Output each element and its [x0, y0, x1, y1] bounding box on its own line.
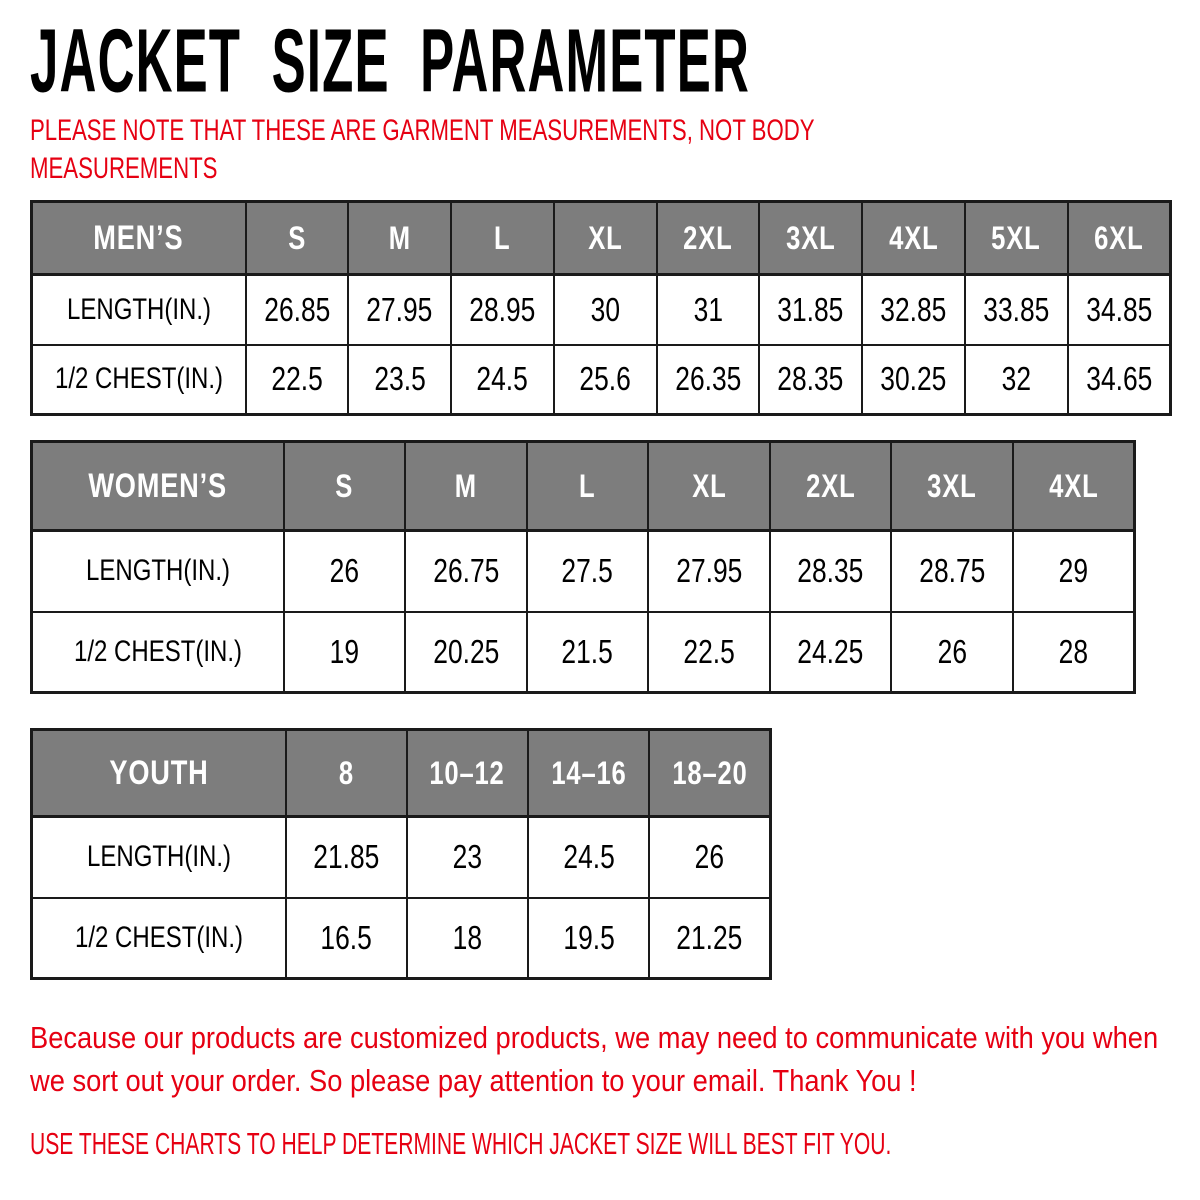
- table-title-text: YOUTH: [109, 753, 209, 792]
- table-header-row: [32, 730, 771, 817]
- size-value-cell: [649, 898, 770, 979]
- size-value-cell: [527, 612, 649, 693]
- measurement-row: [32, 531, 1135, 612]
- size-column-header: [246, 202, 349, 275]
- size-column-header-text: XL: [588, 219, 623, 256]
- size-column-header: [527, 442, 649, 531]
- size-value-cell: [657, 345, 760, 415]
- size-value-text: 34.65: [1085, 360, 1152, 398]
- row-label-cell: [32, 817, 286, 898]
- size-column-header: [657, 202, 760, 275]
- row-label-text: LENGTH(IN.): [86, 840, 231, 874]
- row-label-text: 1/2 CHEST(IN.): [74, 920, 243, 954]
- size-column-header-text: 8: [338, 754, 354, 791]
- table-title-cell: [32, 202, 246, 275]
- size-value-cell: [451, 275, 554, 345]
- size-value-cell: [759, 345, 862, 415]
- size-column-header: [862, 202, 965, 275]
- size-column-header: [1068, 202, 1171, 275]
- size-value-text: 31: [693, 290, 723, 328]
- size-column-header: [554, 202, 657, 275]
- size-column-header-text: 3XL: [927, 467, 977, 504]
- size-table: [30, 728, 772, 980]
- measurement-row: [32, 898, 771, 979]
- size-value-cell: [348, 275, 451, 345]
- size-value-text: 16.5: [320, 918, 372, 956]
- size-value-text: 26.35: [674, 360, 741, 398]
- size-column-header-text: 2XL: [683, 219, 733, 256]
- size-value-cell: [862, 345, 965, 415]
- size-value-cell: [648, 531, 770, 612]
- size-column-header: [451, 202, 554, 275]
- size-value-cell: [1013, 531, 1135, 612]
- size-value-cell: [284, 612, 406, 693]
- size-value-cell: [527, 531, 649, 612]
- row-label-text: 1/2 CHEST(IN.): [54, 362, 223, 396]
- measurement-row: [32, 817, 771, 898]
- youth-size-table-container: [30, 728, 1200, 980]
- size-column-header-text: S: [335, 467, 354, 504]
- size-value-cell: [862, 275, 965, 345]
- size-value-text: 26: [694, 838, 725, 876]
- size-value-text: 27.95: [366, 290, 433, 328]
- size-value-cell: [1068, 275, 1171, 345]
- size-value-text: 31.85: [777, 290, 844, 328]
- size-value-cell: [405, 531, 527, 612]
- size-value-text: 27.95: [675, 552, 743, 590]
- size-value-text: 23.5: [373, 360, 426, 398]
- row-label-text: 1/2 CHEST(IN.): [73, 634, 242, 668]
- size-column-header-text: XL: [691, 467, 727, 504]
- size-value-cell: [770, 612, 892, 693]
- size-value-text: 24.5: [476, 360, 529, 398]
- size-value-text: 24.5: [562, 838, 615, 876]
- chart-usage-instruction: [30, 1126, 1200, 1162]
- size-column-header: [648, 442, 770, 531]
- row-label-text: LENGTH(IN.): [66, 292, 211, 326]
- size-value-cell: [528, 817, 649, 898]
- mens-size-table-container: [30, 200, 1200, 416]
- row-label-cell: [32, 531, 284, 612]
- table-header-row: [32, 202, 1171, 275]
- size-value-text: 32.85: [880, 290, 947, 328]
- size-column-header-text: M: [454, 467, 477, 504]
- size-value-text: 22.5: [683, 632, 735, 670]
- size-value-cell: [554, 345, 657, 415]
- size-value-text: 28.35: [797, 552, 864, 590]
- size-value-text: 19: [329, 632, 359, 670]
- size-value-text: 22.5: [271, 360, 323, 398]
- chart-usage-instruction-text: USE THESE CHARTS TO HELP DETERMINE WHICH JACKET SIZE WILL BEST FIT YOU.: [30, 1126, 892, 1161]
- size-column-header-text: 4XL: [888, 219, 939, 256]
- size-value-cell: [649, 817, 770, 898]
- size-value-text: 28.95: [469, 290, 536, 328]
- measurement-row: [32, 275, 1171, 345]
- size-value-text: 33.85: [983, 290, 1050, 328]
- size-column-header-text: 4XL: [1048, 467, 1099, 504]
- customization-notice: Because our products are customized products, we may need to communicate with you when we sort out your order. So please pay attention to your email. Thank You !: [30, 1020, 1159, 1098]
- size-column-header: [891, 442, 1013, 531]
- size-value-cell: [405, 612, 527, 693]
- size-value-text: 23: [452, 838, 483, 876]
- size-value-cell: [246, 275, 349, 345]
- size-column-header: [407, 730, 528, 817]
- size-value-text: 30.25: [880, 360, 947, 398]
- size-column-header: [284, 442, 406, 531]
- size-value-text: 21.25: [676, 918, 743, 956]
- size-value-cell: [1013, 612, 1135, 693]
- page-title: [30, 10, 1200, 111]
- size-value-cell: [407, 898, 528, 979]
- size-value-cell: [965, 345, 1068, 415]
- size-value-cell: [407, 817, 528, 898]
- size-value-cell: [284, 531, 406, 612]
- size-value-cell: [891, 612, 1013, 693]
- size-column-header-text: L: [579, 467, 596, 504]
- size-column-header-text: 6XL: [1094, 219, 1144, 256]
- size-value-text: 25.6: [579, 360, 631, 398]
- size-value-cell: [891, 531, 1013, 612]
- size-value-text: 28: [1058, 632, 1089, 670]
- size-value-cell: [1068, 345, 1171, 415]
- size-value-text: 28.75: [919, 552, 986, 590]
- size-value-text: 21.5: [561, 632, 614, 670]
- size-value-cell: [648, 612, 770, 693]
- size-value-text: 26.85: [263, 290, 330, 328]
- size-column-header-text: 5XL: [991, 219, 1041, 256]
- row-label-cell: [32, 345, 246, 415]
- size-column-header-text: 18–20: [672, 754, 748, 791]
- size-value-cell: [770, 531, 892, 612]
- size-column-header: [286, 730, 407, 817]
- size-value-text: 21.85: [313, 838, 380, 876]
- size-value-text: 20.25: [432, 632, 499, 670]
- size-value-cell: [657, 275, 760, 345]
- size-column-header: [770, 442, 892, 531]
- size-table: [30, 200, 1172, 416]
- size-value-cell: [348, 345, 451, 415]
- garment-measurement-note: PLEASE NOTE THAT THESE ARE GARMENT MEASUREMENTS, NOT BODY MEASUREMENTS: [30, 114, 815, 185]
- row-label-cell: [32, 275, 246, 345]
- size-column-header: [649, 730, 770, 817]
- size-value-cell: [528, 898, 649, 979]
- size-value-text: 26.75: [432, 552, 499, 590]
- size-column-header: [528, 730, 649, 817]
- size-column-header: [759, 202, 862, 275]
- size-value-text: 34.85: [1085, 290, 1152, 328]
- row-label-cell: [32, 898, 286, 979]
- size-value-cell: [759, 275, 862, 345]
- table-title-cell: [32, 730, 286, 817]
- size-value-cell: [286, 817, 407, 898]
- size-value-text: 19.5: [562, 918, 615, 956]
- size-value-text: 26: [329, 552, 359, 590]
- size-value-text: 30: [590, 290, 620, 328]
- measurement-row: [32, 612, 1135, 693]
- row-label-cell: [32, 612, 284, 693]
- size-column-header: [1013, 442, 1135, 531]
- size-column-header-text: 10–12: [429, 754, 505, 791]
- size-value-text: 26: [937, 632, 967, 670]
- size-value-text: 24.25: [797, 632, 864, 670]
- size-column-header: [405, 442, 527, 531]
- size-column-header: [965, 202, 1068, 275]
- size-column-header-text: M: [388, 219, 411, 256]
- size-column-header-text: S: [287, 219, 306, 256]
- size-table: [30, 440, 1136, 694]
- size-column-header-text: 14–16: [551, 754, 627, 791]
- table-title-cell: [32, 442, 284, 531]
- womens-size-table-container: [30, 440, 1200, 694]
- size-value-text: 28.35: [777, 360, 844, 398]
- size-value-cell: [965, 275, 1068, 345]
- size-value-cell: [451, 345, 554, 415]
- table-header-row: [32, 442, 1135, 531]
- measurement-row: [32, 345, 1171, 415]
- size-value-text: 29: [1058, 552, 1089, 590]
- size-value-text: 18: [452, 918, 483, 956]
- size-column-header-text: L: [494, 219, 511, 256]
- size-column-header: [348, 202, 451, 275]
- size-value-text: 27.5: [561, 552, 614, 590]
- size-value-text: 32: [1001, 360, 1031, 398]
- size-value-cell: [554, 275, 657, 345]
- size-column-header-text: 3XL: [786, 219, 836, 256]
- page-title-text: JACKET SIZE PARAMETER: [30, 10, 750, 111]
- table-title-text: MEN’S: [93, 218, 184, 257]
- table-title-text: WOMEN’S: [88, 466, 228, 505]
- size-column-header-text: 2XL: [805, 467, 856, 504]
- size-value-cell: [246, 345, 349, 415]
- size-value-cell: [286, 898, 407, 979]
- row-label-text: LENGTH(IN.): [85, 554, 230, 588]
